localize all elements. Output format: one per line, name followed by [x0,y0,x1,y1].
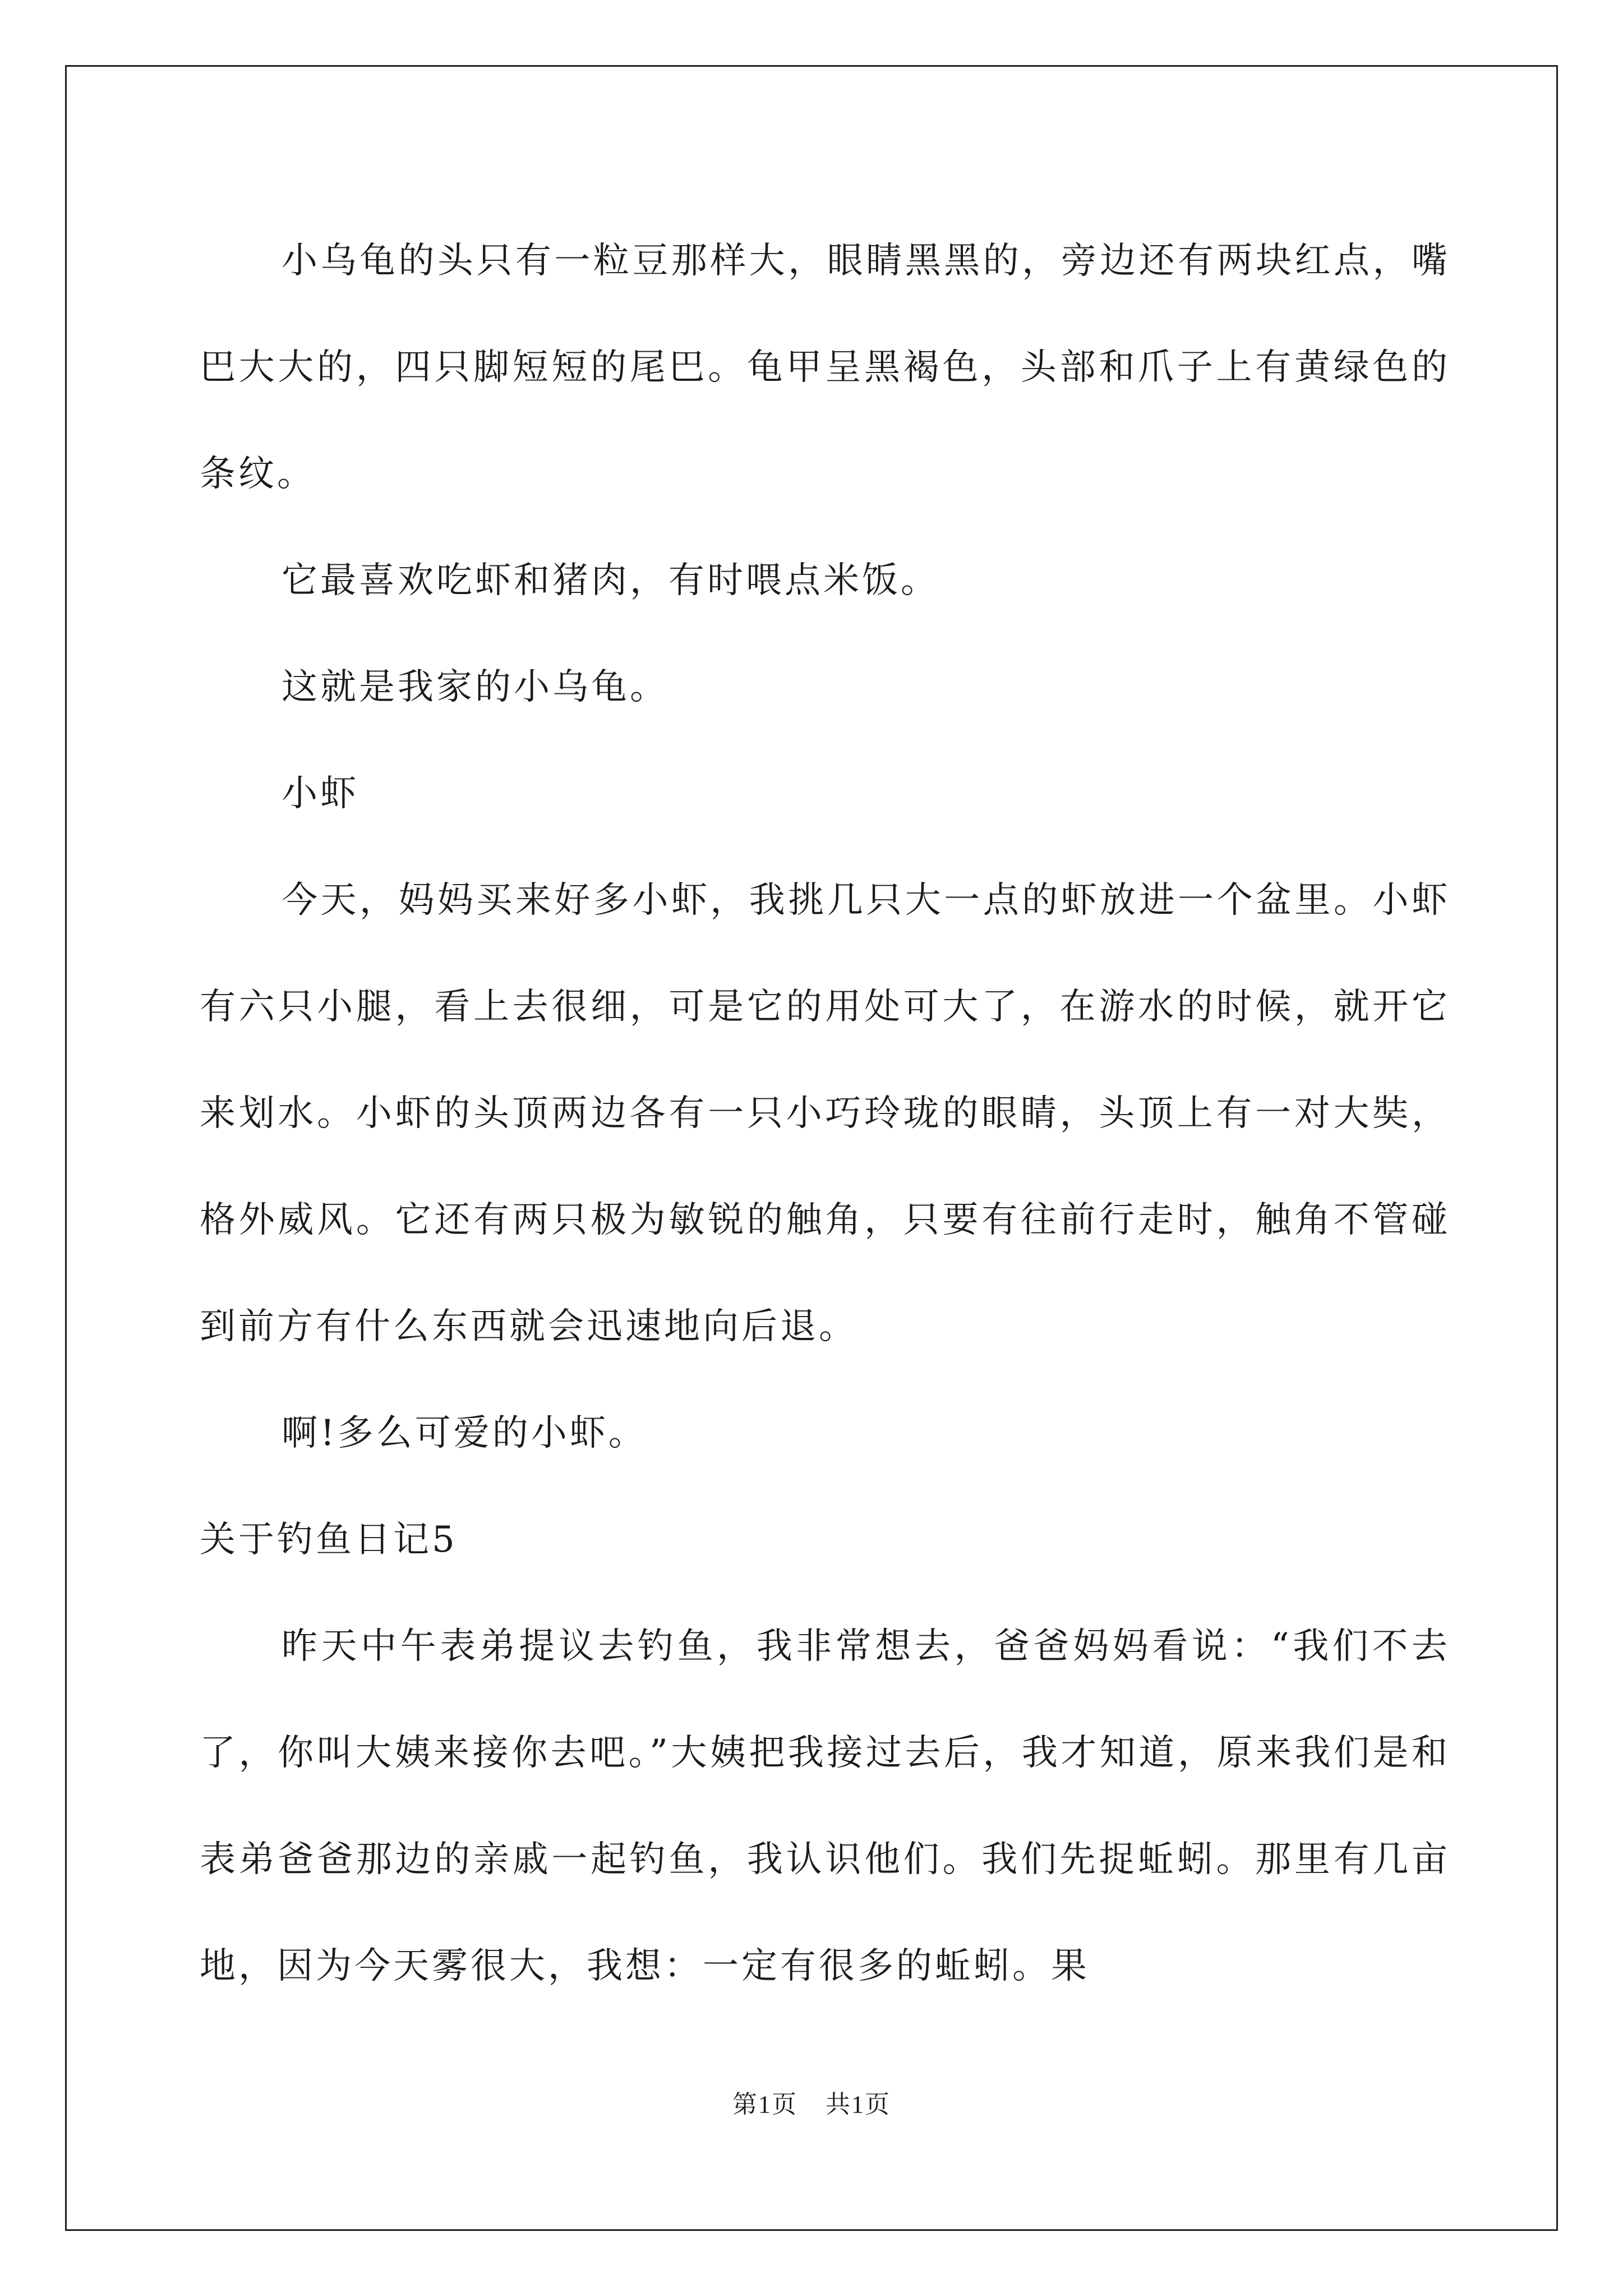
article-heading-fishing-diary: 关于钓鱼日记5 [200,1519,458,1561]
page-footer [0,2088,1623,2122]
paragraph-shrimp-description: 今天，妈妈买来好多小虾，我挑几只大一点的虾放进一个盆里。小虾有六只小腿，看上去很细，可是它的用处可大了，在游水的时候，就开它来划水。小虾的头顶两边各有一只小巧玲珑的眼睛，头顶上有一对大奘，格外威风。它还有两只极为敏锐的触角，只要有往前行走时，触角不管碰到前方有什么东西就会迅速地向后退。 [200,880,1450,1347]
paragraph-turtle-description: 小乌龟的头只有一粒豆那样大，眼睛黑黑的，旁边还有两块红点，嘴巴大大的，四只脚短短的尾巴。龟甲呈黑褐色，头部和爪子上有黄绿色的条纹。 [200,240,1450,495]
section-title-shrimp: 小虾 [282,773,359,815]
page-number-label: 第1页 [732,2091,797,2118]
paragraph-fishing-story: 昨天中午表弟提议去钓鱼，我非常想去，爸爸妈妈看说：“我们不去了，你叫大姨来接你去吧。”大姨把我接过去后，我才知道，原来我们是和表弟爸爸那边的亲戚一起钓鱼，我认识他们。我们先捉蚯蚓。那里有几亩地，因为今天雾很大，我想：一定有很多的蚯蚓。果 [200,1626,1450,1987]
page-total-label: 共1页 [826,2091,891,2118]
paragraph-turtle-closing: 这就是我家的小乌龟。 [282,666,668,708]
paragraph-turtle-food: 它最喜欢吃虾和猪肉，有时喂点米饭。 [282,560,939,601]
paragraph-shrimp-closing: 啊!多么可爱的小虾。 [282,1412,647,1454]
document-body [200,208,1450,2019]
